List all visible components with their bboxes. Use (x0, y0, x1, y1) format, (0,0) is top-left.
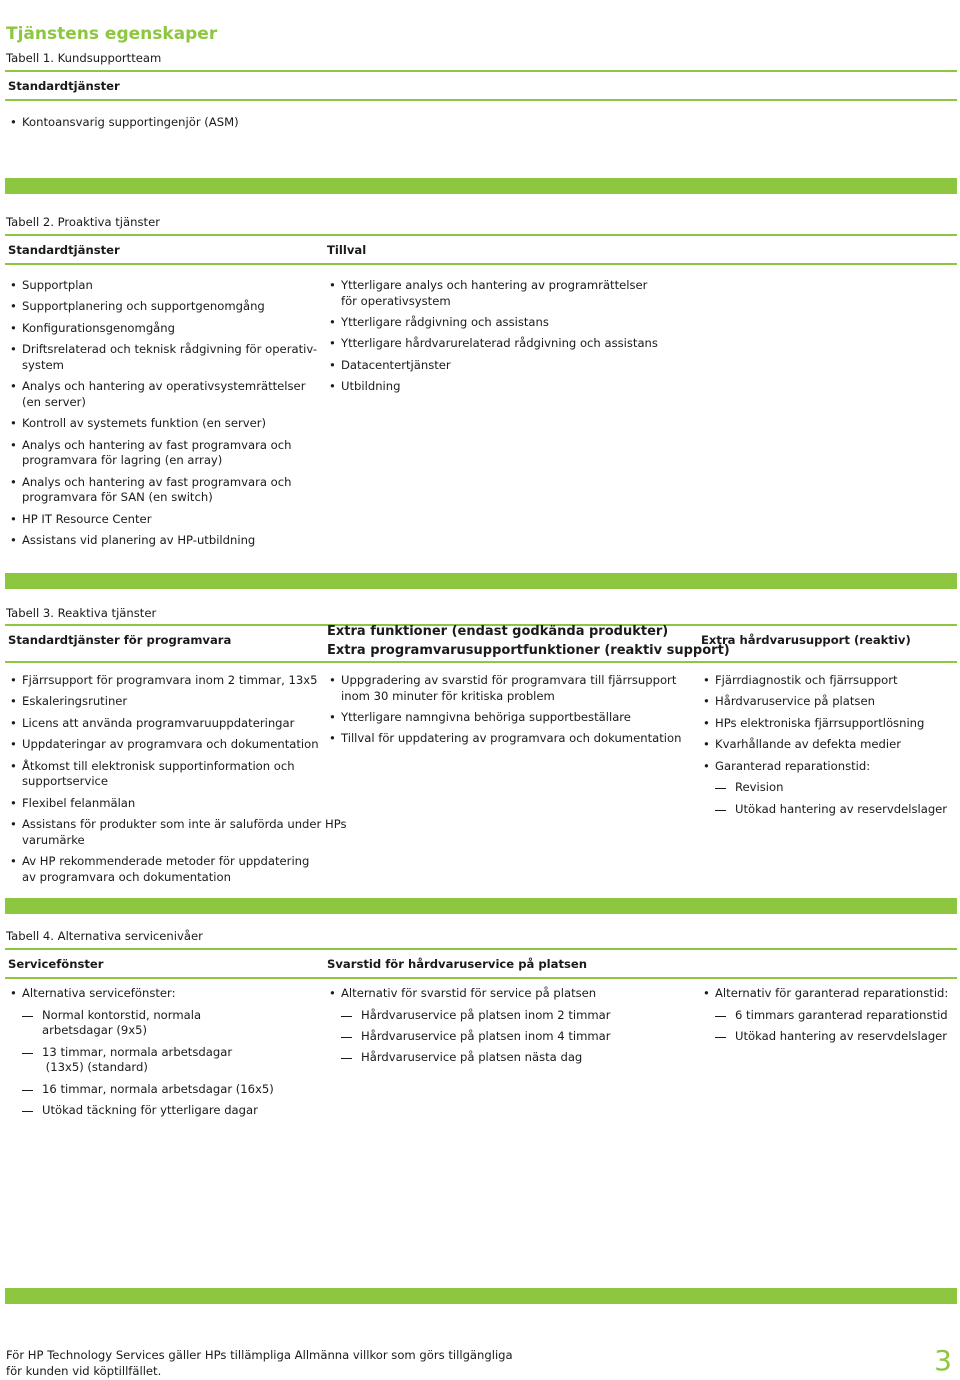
table4-top-rule (5, 948, 957, 950)
table-separator-bar (5, 1288, 957, 1304)
list-item: • Ytterligare rådgivning och assistans (327, 315, 687, 331)
sub-list-item: 6 timmars garanterad reparationstid (715, 1008, 956, 1024)
list-item: • Alternativa servicefönster: Normal kontorstid, normala arbetsdagar (9x5) 13 timmar, normala arbetsdagar (13x5) (standard) 16 timmar, normala arbetsdagar (16x5) Utökad täckning för ytterligare dagar (8, 986, 308, 1119)
sub-list-item: Hårdvaruservice på platsen nästa dag (341, 1050, 687, 1066)
list-item: • Driftsrelaterad och teknisk rådgivning för operativ- system (8, 342, 318, 373)
table-separator-bar (5, 898, 957, 914)
table3-col3-list (701, 673, 951, 823)
table2-header-rule (5, 263, 957, 265)
list-item: • Analys och hantering av operativsystemrättelser (en server) (8, 379, 318, 410)
table1-header-standard: Standardtjänster (8, 79, 120, 93)
table3-header-extra (327, 622, 730, 660)
table4-caption: Tabell 4. Alternativa servicenivåer (6, 929, 203, 943)
list-item: • Av HP rekommenderade metoder för uppdatering av programvara och dokumentation (8, 854, 323, 885)
table1-top-rule (5, 70, 957, 72)
table4-col1-list (8, 986, 308, 1124)
table4-col2-list (327, 986, 687, 1072)
table2-caption: Tabell 2. Proaktiva tjänster (6, 215, 160, 229)
list-item: • Utbildning (327, 379, 687, 395)
sub-list-item: 16 timmar, normala arbetsdagar (16x5) (22, 1082, 308, 1098)
list-item: • Tillval för uppdatering av programvara och dokumentation (327, 731, 692, 747)
list-item: • Assistans för produkter som inte är saluförda under HPs varumärke (8, 817, 323, 848)
table1-caption: Tabell 1. Kundsupportteam (6, 51, 162, 65)
list-item: • Fjärrdiagnostik och fjärrsupport (701, 673, 951, 689)
list-item: • Kontroll av systemets funktion (en server) (8, 416, 318, 432)
list-item: • Eskaleringsrutiner (8, 694, 323, 710)
table1-col1-list (8, 115, 308, 136)
footer-note: För HP Technology Services gäller HPs tillämpliga Allmänna villkor som görs tillgängliga för kunden vid köptillfället. (6, 1348, 513, 1378)
sub-list-item: Revision (715, 780, 951, 796)
list-item: • Alternativ för garanterad reparationstid: 6 timmars garanterad reparationstid Utökad hantering av reservdelslager (701, 986, 956, 1045)
sub-list-item: 13 timmar, normala arbetsdagar (13x5) (standard) (22, 1045, 308, 1076)
table4-col3-list (701, 986, 956, 1050)
table3-header-hardware: Extra hårdvarusupport (reaktiv) (701, 633, 911, 647)
list-item: • Analys och hantering av fast programvara och programvara för SAN (en switch) (8, 475, 318, 506)
table3-col1-list (8, 673, 347, 891)
list-item: • Ytterligare analys och hantering av programrättelser för operativsystem (327, 278, 687, 309)
sub-list-item: Normal kontorstid, normala arbetsdagar (9x5) (22, 1008, 308, 1039)
table2-top-rule (5, 234, 957, 236)
page-number: 3 (934, 1344, 952, 1377)
list-item: • Kontoansvarig supportingenjör (ASM) (8, 115, 308, 131)
sub-list-item: Utökad täckning för ytterligare dagar (22, 1103, 308, 1119)
table2-header-optional: Tillval (327, 243, 367, 257)
table2-col1-list (8, 278, 318, 554)
list-item: • Datacentertjänster (327, 358, 687, 374)
sub-list (715, 1008, 956, 1045)
list-item: • Kvarhållande av defekta medier (701, 737, 951, 753)
table3-header-rule (5, 661, 957, 663)
table4-header-response-time: Svarstid för hårdvaruservice på platsen (327, 957, 588, 971)
table3-header-standard: Standardtjänster för programvara (8, 633, 232, 647)
list-item: • Ytterligare hårdvarurelaterad rådgivning och assistans (327, 336, 687, 352)
list-item: • Fjärrsupport för programvara inom 2 timmar, 13x5 (8, 673, 323, 689)
list-item: • Flexibel felanmälan (8, 796, 323, 812)
list-item: • Ytterligare namngivna behöriga supportbeställare (327, 710, 692, 726)
list-item: • HPs elektroniska fjärrsupportlösning (701, 716, 951, 732)
table2-header-standard: Standardtjänster (8, 243, 120, 257)
sub-list (341, 1008, 687, 1066)
table-separator-bar (5, 573, 957, 589)
list-item: • HP IT Resource Center (8, 512, 318, 528)
sub-list (715, 780, 951, 817)
list-item: • Analys och hantering av fast programvara och programvara för lagring (en array) (8, 438, 318, 469)
table3-col2-list (327, 673, 692, 753)
sub-list-item: Hårdvaruservice på platsen inom 2 timmar (341, 1008, 687, 1024)
list-item: • Garanterad reparationstid: Revision Utökad hantering av reservdelslager (701, 759, 951, 818)
table3-header-extra-line1: Extra funktioner (endast godkända produkter) (327, 624, 669, 639)
table1-header-rule (5, 99, 957, 101)
list-item: • Supportplan (8, 278, 318, 294)
sub-list-item: Utökad hantering av reservdelslager (715, 802, 951, 818)
sub-list-item: Utökad hantering av reservdelslager (715, 1029, 956, 1045)
table-separator-bar (5, 178, 957, 194)
list-item: • Uppdateringar av programvara och dokumentation (8, 737, 323, 753)
list-item: • Åtkomst till elektronisk supportinformation och supportservice (8, 759, 323, 790)
list-item: • Licens att använda programvaruuppdateringar (8, 716, 323, 732)
list-item: • Supportplanering och supportgenomgång (8, 299, 318, 315)
table3-caption: Tabell 3. Reaktiva tjänster (6, 606, 157, 620)
sub-list-item: Hårdvaruservice på platsen inom 4 timmar (341, 1029, 687, 1045)
table4-header-service-window: Servicefönster (8, 957, 104, 971)
page-title: Tjänstens egenskaper (6, 24, 218, 44)
table4-header-rule (5, 977, 957, 979)
sub-list (22, 1008, 308, 1119)
list-item: • Assistans vid planering av HP-utbildning (8, 533, 318, 549)
table3-header-extra-line2: Extra programvarusupportfunktioner (reaktiv support) (327, 643, 730, 658)
list-item: • Hårdvaruservice på platsen (701, 694, 951, 710)
list-item: • Uppgradering av svarstid för programvara till fjärrsupport inom 30 minuter för kritiska problem (327, 673, 692, 704)
table2-col2-list (327, 278, 687, 401)
list-item: • Alternativ för svarstid för service på platsen Hårdvaruservice på platsen inom 2 timmar Hårdvaruservice på platsen inom 4 timmar Hårdvaruservice på platsen nästa dag (327, 986, 687, 1066)
list-item: • Konfigurationsgenomgång (8, 321, 318, 337)
